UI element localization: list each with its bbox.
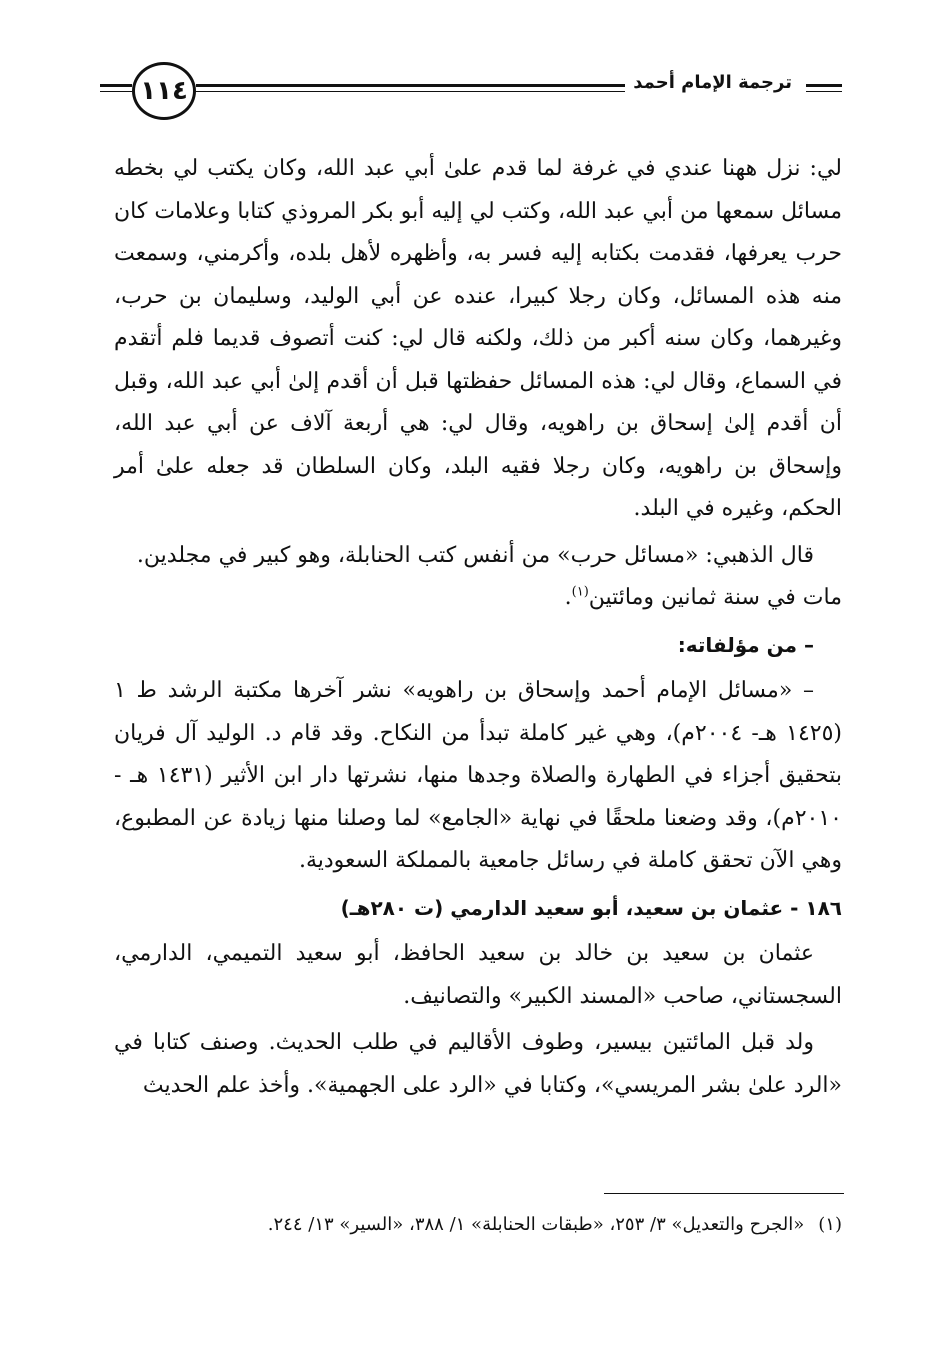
paragraph bbox=[114, 535, 842, 620]
header-rule-left bbox=[100, 84, 132, 92]
footnote-text: «الجرح والتعديل» ٣/ ٢٥٣، «طبقات الحنابلة» ١/ ٣٨٨، «السير» ١٣/ ٢٤٤. bbox=[267, 1214, 805, 1235]
header-rule bbox=[196, 84, 654, 92]
death-year: مات في سنة ثمانين ومائتين bbox=[588, 585, 842, 610]
header-rule-right bbox=[806, 84, 842, 92]
footnote bbox=[114, 1210, 842, 1240]
footnote-number: (١) bbox=[818, 1214, 842, 1235]
period: . bbox=[564, 585, 572, 610]
main-text bbox=[114, 148, 842, 1111]
paragraph: عثمان بن سعيد بن خالد بن سعيد الحافظ، أبو سعيد التميمي، الدارمي، السجستاني، صاحب «المسند الكبير» والتصانيف. bbox=[114, 941, 842, 1009]
paragraph: – «مسائل الإمام أحمد وإسحاق بن راهويه» نشر آخرها مكتبة الرشد ط ١ (١٤٢٥ هـ- ٢٠٠٤م)، وهي غير كاملة تبدأ من النكاح. وقد قام د. الوليد آل فريان بتحقيق أجزاء في الطهارة والصلاة وجدها منها، نشرتها دار ابن الأثير (١٤٣١ هـ - ٢٠١٠م)، وقد وضعنا ملحقًا في نهاية «الجامع» لما وصلنا منها زيادة عن المطبوع، وهي الآن تحقق كاملة في رسائل جامعية بالمملكة السعودية. bbox=[114, 678, 842, 873]
paragraph: ولد قبل المائتين بيسير، وطوف الأقاليم في طلب الحديث. وصنف كتابا في «الرد علىٰ بشر المريسي»، وكتابا في «الرد على الجهمية». وأخذ علم الحديث bbox=[114, 1030, 842, 1098]
page-number-badge: ١١٤ bbox=[132, 62, 196, 120]
dhahabi-quote: قال الذهبي: «مسائل حرب» من أنفس كتب الحنابلة، وهو كبير في مجلدين. bbox=[136, 542, 814, 568]
footnote-divider bbox=[604, 1193, 844, 1194]
footnote-marker[interactable]: (١) bbox=[571, 584, 589, 600]
entry-heading: ١٨٦ - عثمان بن سعيد، أبو سعيد الدارمي (ت ٢٨٠هـ) bbox=[340, 895, 842, 920]
works-heading: – من مؤلفاته: bbox=[677, 632, 814, 657]
running-title: ترجمة الإمام أحمد bbox=[625, 72, 800, 93]
page-header bbox=[100, 62, 842, 122]
paragraph: لي: نزل ههنا عندي في غرفة لما قدم علىٰ أبي عبد الله، وكان يكتب لي بخطه مسائل سمعها من أبي عبد الله، وكتب لي إليه أبو بكر المروذي كتابا وعلامات كان حرب يعرفها، فقدمت بكتابه إليه فسر به، وأظهره لأهل بلده، وأكرمني، وسمعت منه هذه المسائل، وكان رجلا كبيرا، عنده عن أبي الوليد، وسليمان بن حرب، وغيرهما، وكان سنه أكبر من ذلك، ولكنه قال لي: كنت أتصوف قديما فلم أتقدم في السماع، وقال لي: هذه المسائل حفظتها قبل أن أقدم إلىٰ أبي عبد الله، وقبل أن أقدم إلىٰ إسحاق بن راهويه، وقال لي: هي أربعة آلاف عن أبي عبد الله، وإسحاق بن راهويه، وكان رجلا فقيه البلد، وكان السلطان قد جعله علىٰ أمر الحكم، وغيره في البلد. bbox=[114, 156, 842, 521]
